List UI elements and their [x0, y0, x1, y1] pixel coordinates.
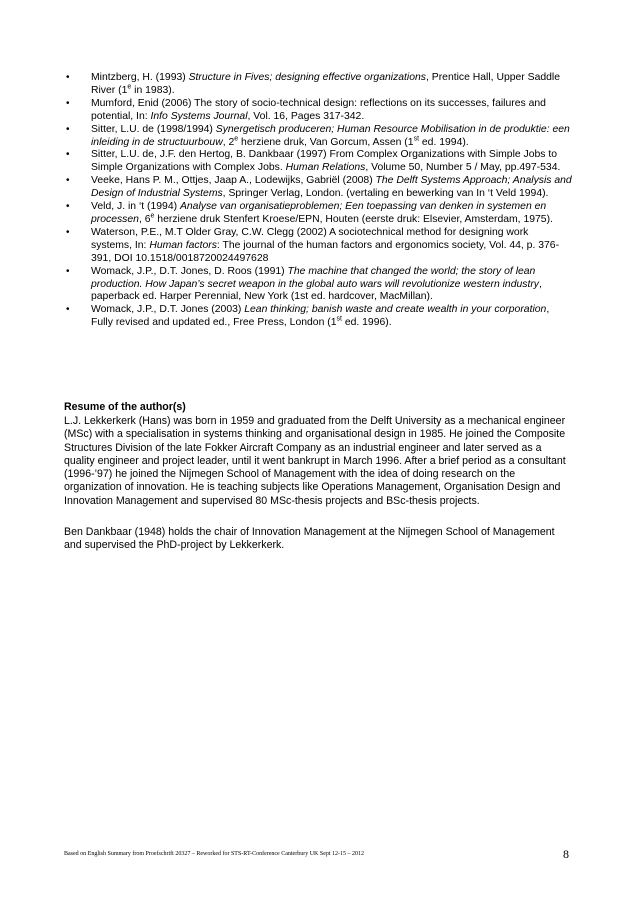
reference-text: Womack, J.P., D.T. Jones (2003) [91, 304, 245, 316]
reference-title: Analyse van organisatieproblemen; Een toepassing van denken in systemen en processen [91, 201, 547, 225]
reference-title: Lean thinking; banish waste and create wealth in your corporation [244, 304, 547, 316]
bullet-icon: • [66, 304, 70, 316]
bullet-icon: • [66, 97, 70, 109]
reference-text: Waterson, P.E., M.T Older Gray, C.W. Clegg (2002) A sociotechnical method for designing work systems, In: [91, 226, 529, 251]
bullet-icon: • [66, 149, 70, 161]
reference-text: ed. 1994). [419, 136, 469, 148]
reference-title: Human Relations [285, 162, 366, 174]
reference-text: , Prentice Hall, Upper Saddle River (1 [91, 72, 560, 96]
resume-heading: Resume of the author(s) [64, 401, 186, 413]
reference-list [64, 72, 572, 330]
resume-paragraph-1: L.J. Lekkerkerk (Hans) was born in 1959 and graduated from the Delft University as a mechanical engineer (MSc) with a specialisation in systems thinking and organisational design in 1985. He joined the Composite Structures Division of the late Fokker Aircraft Company as an industrial engineer and later served as a quality engineer and project leader, until it went bankrupt in March 1996. After a brief period as a consultant (1996-’97) he joined the Nijmegen School of Management with the idea of doing research on the organization of innovation. He is teaching subjects like Operations Management, Organisation Design and Innovation Management and supervised 80 MSc-thesis projects and BSc-thesis projects. [64, 415, 566, 507]
reference-item [64, 72, 572, 98]
resume-paragraph-2: Ben Dankbaar (1948) holds the chair of Innovation Management at the Nijmegen School of Management and supervised the PhD-project by Lekkerkerk. [64, 526, 555, 552]
reference-superscript: e [127, 83, 132, 91]
reference-superscript: st [336, 315, 342, 323]
reference-text: , Vol. 16, Pages 317-342. [247, 110, 365, 122]
reference-title: The machine that changed the world; the story of lean production. How Japan’s secret weapon in the global auto wars will revolutionize western industry [91, 265, 539, 290]
reference-item [64, 304, 572, 330]
bullet-icon: • [66, 226, 70, 238]
reference-superscript: st [413, 135, 420, 143]
reference-text: Mintzberg, H. (1993) [91, 72, 189, 83]
reference-text: herziene druk, Van Gorcum, Assen (1 [238, 136, 414, 148]
reference-title: Synergetisch produceren; Human Resource Mobilisation in de produktie: een inleiding in de structuurbouw [91, 123, 570, 148]
reference-text: , Fully revised and updated ed., Free Press, London (1 [91, 304, 550, 329]
footer-text: Based on English Summary from Proefschrift 20327 – Reworked for STS-RT-Conference Canterbury UK Sept 12-15 – 2012 [64, 851, 365, 857]
reference-superscript: e [234, 135, 239, 143]
reference-text: Sitter, L.U. de, J.F. den Hertog, B. Dankbaar (1997) From Complex Organizations with Simple Jobs to Simple Organizations with Complex Jobs. [91, 149, 558, 174]
reference-item [64, 124, 572, 150]
reference-text: Womack, J.P., D.T. Jones, D. Roos (1991) [91, 265, 288, 277]
reference-text: herziene druk Stenfert Kroese/EPN, Houten (eerste druk: Elsevier, Amsterdam, 1975). [154, 213, 553, 225]
reference-text: , paperback ed. Harper Perennial, New York (1st ed. hardcover, MacMillan). [91, 278, 542, 303]
bullet-icon: • [66, 265, 70, 277]
reference-superscript: e [150, 212, 155, 220]
bullet-icon: • [66, 175, 70, 187]
reference-text: ed. 1996). [341, 317, 392, 329]
page-number: 8 [563, 847, 569, 861]
reference-text: Veeke, Hans P. M., Ottjes, Jaap A., Lodewijks, Gabriël (2008) [91, 175, 376, 187]
reference-text: Sitter, L.U. de (1998/1994) [91, 123, 216, 135]
reference-item [64, 227, 572, 266]
reference-text: , Springer Verlag, London. (vertaling en bewerking van In ‘t Veld 1994). [222, 188, 549, 200]
reference-text: Mumford, Enid (2006) The story of socio-technical design: reflections on its successes, failures and potential, In: [91, 97, 546, 122]
reference-text: , Volume 50, Number 5 / May, pp.497-534. [365, 162, 561, 174]
reference-item [64, 266, 572, 305]
reference-text: : The journal of the human factors and ergonomics society, Vol. 44, p. 376-391, DOI 10.1518/0018720024497628 [91, 239, 560, 264]
reference-item [64, 98, 572, 124]
reference-title: Info Systems Journal [150, 110, 248, 122]
reference-item [64, 175, 572, 201]
bullet-icon: • [66, 201, 70, 213]
reference-item [64, 149, 572, 175]
reference-title: The Delft Systems Approach; Analysis and Design of Industrial Systems [91, 175, 572, 200]
reference-text: , 2 [222, 136, 235, 148]
reference-title: Human factors [149, 239, 217, 251]
reference-text: Veld, J. in ‘t (1994) [91, 201, 180, 213]
reference-text: , 6 [138, 213, 151, 225]
reference-text: in 1983). [131, 84, 175, 96]
reference-item [64, 201, 572, 227]
reference-title: Structure in Fives; designing effective organizations [188, 72, 426, 83]
bullet-icon: • [66, 72, 70, 83]
bullet-icon: • [66, 123, 70, 135]
